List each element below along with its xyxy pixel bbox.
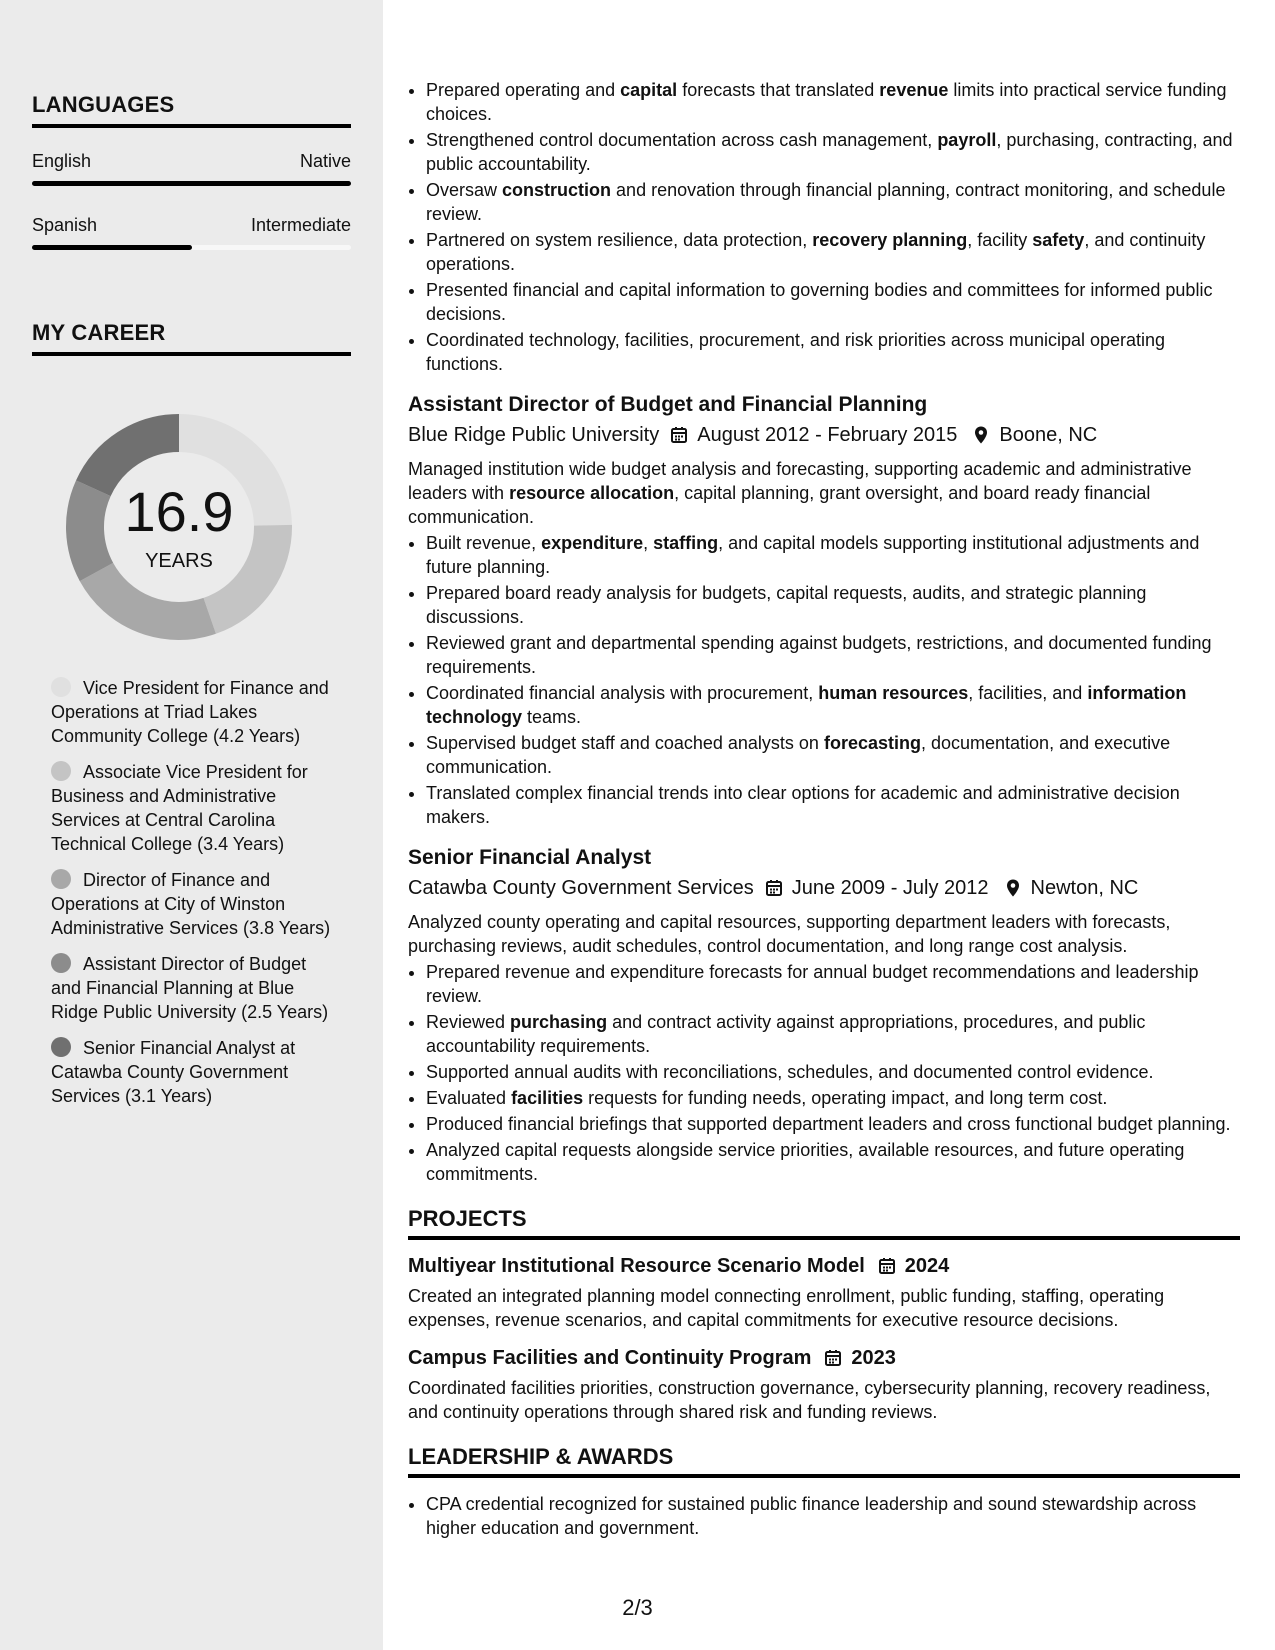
job-bullets <box>408 531 1240 829</box>
previous-job-bullets <box>408 78 1240 376</box>
career-legend-item <box>51 676 331 748</box>
project-title <box>408 1344 1240 1372</box>
career-legend-item <box>51 868 331 940</box>
language-proficiency-fill <box>32 181 351 186</box>
job-dates: June 2009 - July 2012 <box>791 877 989 899</box>
project-description: Coordinated facilities priorities, construction governance, cybersecurity planning, recovery readiness, and continuity operations through shared risk and funding reviews. <box>408 1378 1211 1422</box>
project-name: Campus Facilities and Continuity Program <box>408 1347 812 1369</box>
bullet-item: • Analyzed capital requests alongside service priorities, available resources, and future operating commitments. <box>426 1138 1240 1186</box>
bullet-item: • Supervised budget staff and coached analysts on forecasting, documentation, and executive communication. <box>426 731 1240 779</box>
bullet-item: • Built revenue, expenditure, staffing, and capital models supporting institutional adjustments and future planning. <box>426 531 1240 579</box>
bullet-item: • Prepared operating and capital forecasts that translated revenue limits into practical service funding choices. <box>426 78 1240 126</box>
job-description: Analyzed county operating and capital resources, supporting department leaders with forecasts, purchasing reviews, audit schedules, control documentation, and long range cost analysis. <box>408 912 1171 956</box>
languages-heading: LANGUAGES <box>32 92 351 128</box>
language-proficiency-bar <box>32 245 351 250</box>
career-legend-text: Director of Finance and Operations at City of Winston Administrative Services (3.8 Years) <box>51 870 331 938</box>
leadership-item: • CPA credential recognized for sustained public finance leadership and sound stewardship across higher education and government. <box>426 1492 1240 1540</box>
project-year: 2023 <box>851 1347 896 1369</box>
projects-list <box>408 1252 1240 1424</box>
bullet-item: • Partnered on system resilience, data protection, recovery planning, facility safety, and continuity operations. <box>426 228 1240 276</box>
job-dates: August 2012 - February 2015 <box>697 424 958 446</box>
bullet-item: • Prepared revenue and expenditure forecasts for annual budget recommendations and leadership review. <box>426 960 1240 1008</box>
bullet-item: • Evaluated facilities requests for funding needs, operating impact, and long term cost. <box>426 1086 1240 1110</box>
job-meta <box>408 421 1240 449</box>
leadership-list <box>408 1492 1240 1540</box>
career-legend-text: Associate Vice President for Business and Administrative Services at Central Carolina Technical College (3.4 Years) <box>51 762 308 854</box>
location-pin-icon <box>1003 878 1023 898</box>
bullet-item: • Translated complex financial trends into clear options for academic and administrative decision makers. <box>426 781 1240 829</box>
project-name: Multiyear Institutional Resource Scenario Model <box>408 1255 865 1277</box>
language-level: Native <box>299 151 351 171</box>
project-year: 2024 <box>904 1255 950 1277</box>
bullet-item: • Produced financial briefings that supported department leaders and cross functional budget planning. <box>426 1112 1240 1136</box>
language-level: Intermediate <box>250 215 351 235</box>
career-legend-text: Senior Financial Analyst at Catawba County Government Services (3.1 Years) <box>51 1038 296 1106</box>
job-meta <box>408 874 1240 902</box>
career-section <box>32 320 351 356</box>
career-donut-chart <box>64 412 294 642</box>
languages-section <box>32 92 351 250</box>
language-item <box>32 214 351 250</box>
page-number: 2/3 <box>622 1595 653 1620</box>
job-title: Senior Financial Analyst <box>408 846 652 869</box>
job-location: Boone, NC <box>999 424 1098 446</box>
job-entry <box>408 844 1240 1186</box>
bullet-item: • Strengthened control documentation across cash management, payroll, purchasing, contracting, and public accountability. <box>426 128 1240 176</box>
bullet-item: • Prepared board ready analysis for budgets, capital requests, audits, and strategic planning discussions. <box>426 581 1240 629</box>
projects-heading: PROJECTS <box>408 1206 1240 1240</box>
experience-list <box>408 391 1240 1186</box>
career-legend-item <box>51 1036 331 1108</box>
language-name: Spanish <box>32 215 98 235</box>
calendar-icon <box>877 1256 897 1276</box>
career-legend-dot <box>51 869 71 889</box>
project-entry <box>408 1344 1240 1424</box>
language-row <box>32 150 351 172</box>
location-pin-icon <box>971 425 991 445</box>
career-legend-dot <box>51 761 71 781</box>
job-company: Blue Ridge Public University <box>408 424 660 446</box>
calendar-icon <box>823 1348 843 1368</box>
job-title: Assistant Director of Budget and Financial Planning <box>408 393 928 416</box>
language-row <box>32 214 351 236</box>
project-description: Created an integrated planning model connecting enrollment, public funding, staffing, operating expenses, revenue scenarios, and capital commitments for executive resource decisions. <box>408 1286 1165 1330</box>
calendar-icon <box>669 425 689 445</box>
career-legend-item <box>51 952 331 1024</box>
language-item <box>32 150 351 186</box>
leadership-heading: LEADERSHIP & AWARDS <box>408 1444 1240 1478</box>
career-total-years: 16.9 <box>124 480 234 543</box>
career-legend-item <box>51 760 331 856</box>
career-legend <box>51 676 331 1120</box>
career-total-unit: YEARS <box>145 550 213 572</box>
project-title <box>408 1252 1240 1280</box>
career-legend-dot <box>51 953 71 973</box>
language-name: English <box>32 151 92 171</box>
career-donut-segment <box>96 572 209 621</box>
job-entry <box>408 391 1240 829</box>
career-heading: MY CAREER <box>32 320 351 356</box>
language-proficiency-bar <box>32 181 351 186</box>
career-legend-text: Vice President for Finance and Operations at Triad Lakes Community College (4.2 Years) <box>51 678 329 746</box>
job-description: Managed institution wide budget analysis and forecasting, supporting academic and administrative leaders with resource allocation, capital planning, grant oversight, and board ready financial communication. <box>408 459 1192 527</box>
bullet-item: • Reviewed purchasing and contract activity against appropriations, procedures, and public accountability requirements. <box>426 1010 1240 1058</box>
project-entry <box>408 1252 1240 1332</box>
bullet-item: • Oversaw construction and renovation through financial planning, contract monitoring, and schedule review. <box>426 178 1240 226</box>
job-location: Newton, NC <box>1030 877 1139 899</box>
job-company: Catawba County Government Services <box>408 877 754 899</box>
bullet-item: • Supported annual audits with reconciliations, schedules, and documented control evidence. <box>426 1060 1240 1084</box>
calendar-icon <box>764 878 784 898</box>
career-legend-text: Assistant Director of Budget and Financial Planning at Blue Ridge Public University (2.5 Years) <box>51 954 329 1022</box>
language-proficiency-fill <box>32 245 192 250</box>
main-content <box>408 78 1240 1542</box>
bullet-item: • Coordinated technology, facilities, procurement, and risk priorities across municipal operating functions. <box>426 328 1240 376</box>
bullet-item: • Coordinated financial analysis with procurement, human resources, facilities, and information technology teams. <box>426 681 1240 729</box>
job-bullets <box>408 960 1240 1186</box>
bullet-item: • Presented financial and capital information to governing bodies and committees for informed public decisions. <box>426 278 1240 326</box>
career-legend-dot <box>51 677 71 697</box>
sidebar <box>0 0 383 1650</box>
languages-list <box>32 150 351 250</box>
bullet-item: • Reviewed grant and departmental spending against budgets, restrictions, and documented funding requirements. <box>426 631 1240 679</box>
career-legend-dot <box>51 1037 71 1057</box>
